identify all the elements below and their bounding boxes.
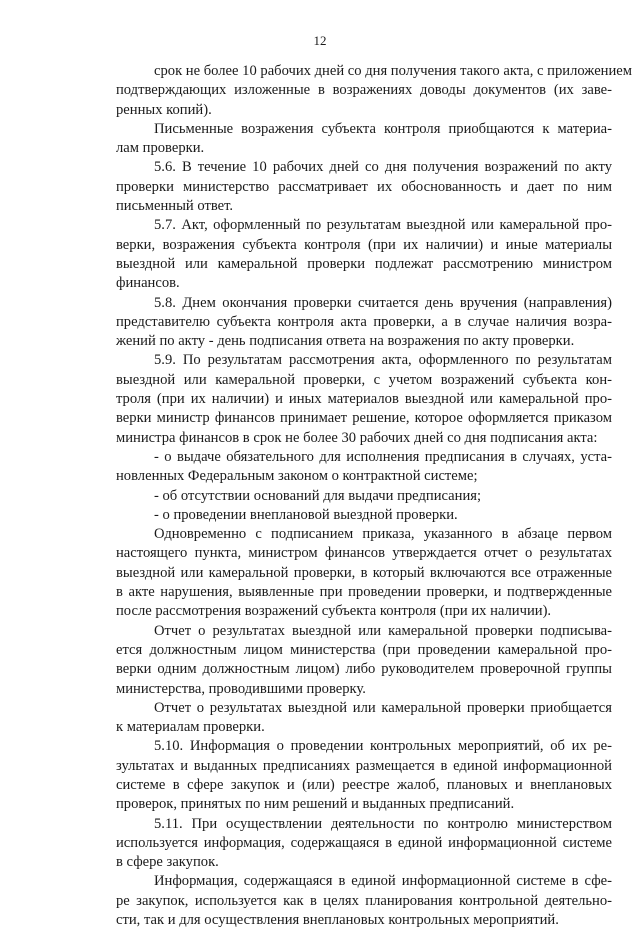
text-line: министра финансов в срок не более 30 рабочих дней со дня подписания акта: [116,429,598,446]
paragraph [116,351,612,447]
paragraph [116,737,612,814]
paragraph [116,62,633,120]
paragraph [116,294,612,352]
text-line: настоящего пункта, министром финансов утверждается отчет о результатах [116,545,612,562]
paragraph [116,622,612,699]
text-line: верки, возражения субъекта контроля (при их наличии) и иные материалы [116,236,612,253]
text-line: к материалам проверки. [116,719,265,736]
text-line: выездной или камеральной проверки, с учетом возражений субъекта кон- [116,371,612,388]
text-line: проверки министерство рассматривает их обоснованность и дает по ним [116,178,612,195]
text-line: сти, так и для осуществления внеплановых контрольных мероприятий. [116,912,559,929]
text-line: 5.7. Акт, оформленный по результатам выездной или камеральной про- [154,217,612,234]
text-line: используется информация, содержащаяся в единой информационной системе [116,834,612,851]
text-line: зультатах и выданных предписаниях размещается в единой информационной [116,757,612,774]
text-line: новленных Федеральным законом о контрактной системе; [116,468,478,485]
text-line: - об отсутствии оснований для выдачи предписания; [154,487,482,504]
text-line: троля (при их наличии) и иных материалов выездной или камеральной про- [116,391,612,408]
text-line: верки министр финансов принимает решение, которое оформляется приказом [116,410,612,427]
text-line: ренных копий). [116,101,212,118]
text-line: выездной или камеральной проверки, в который включаются все отраженные [116,564,612,581]
text-line: ре закупок, используется как в целях планирования контрольной деятельно- [116,892,612,909]
text-line: Отчет о результатах выездной или камеральной проверки подписыва- [154,622,612,639]
paragraph [116,158,612,216]
paragraph [116,699,612,738]
paragraph [116,525,612,621]
paragraph [116,120,612,159]
document-body [116,62,633,930]
text-line: проверок, принятых по ним решений и выданных предписаний. [116,796,515,813]
text-line: представителю субъекта контроля акта проверки, а в случае наличия возра- [116,313,612,330]
text-line: 5.6. В течение 10 рабочих дней со дня получения возражений по акту [154,159,612,176]
text-line: Письменные возражения субъекта контроля приобщаются к материа- [154,120,612,137]
text-line: системе в сфере закупок и (или) реестре жалоб, плановых и внеплановых [116,776,612,793]
text-line: Информация, содержащаяся в единой информационной системе в сфе- [154,873,612,890]
paragraph [116,216,612,293]
text-line: жений по акту - день подписания ответа на возражения по акту проверки. [116,333,575,350]
text-line: письменный ответ. [116,198,234,215]
paragraph [116,815,612,873]
text-line: 5.10. Информация о проведении контрольных мероприятий, об их ре- [154,738,612,755]
text-line: Одновременно с подписанием приказа, указанного в абзаце первом [154,526,612,543]
text-line: Отчет о результатах выездной или камеральной проверки приобщается [154,699,612,716]
text-line: подтверждающих изложенные в возражениях доводы документов (их заве- [116,82,612,99]
text-line: срок не более 10 рабочих дней со дня получения такого акта, с приложением [154,63,633,79]
text-line: финансов. [116,275,180,292]
paragraph [116,448,612,487]
text-line: 5.8. Днем окончания проверки считается день вручения (направления) [154,294,612,311]
text-line: ется должностным лицом министерства (при проведении камеральной про- [116,641,612,658]
paragraph [116,487,612,506]
text-line: выездной или камеральной проверки подлежат рассмотрению министром [116,255,612,272]
text-line: министерства, проводившими проверку. [116,680,366,697]
text-line: в сфере закупок. [116,854,219,871]
text-line: 5.11. При осуществлении деятельности по контролю министерством [154,815,612,832]
text-line: верки одним должностным лицом) либо руководителем проверочной группы [116,661,612,678]
page-number: 12 [313,33,327,48]
paragraph [116,506,612,525]
text-line: - о выдаче обязательного для исполнения предписания в случаях, уста- [154,448,612,465]
text-line: - о проведении внеплановой выездной проверки. [154,506,458,523]
text-line: 5.9. По результатам рассмотрения акта, оформленного по результатам [154,352,612,369]
text-line: после рассмотрения возражений субъекта контроля (при их наличии). [116,603,552,620]
text-line: лам проверки. [116,140,205,157]
paragraph [116,872,612,930]
text-line: в акте нарушения, выявленные при проведении проверки, и подтвержденные [116,584,612,601]
